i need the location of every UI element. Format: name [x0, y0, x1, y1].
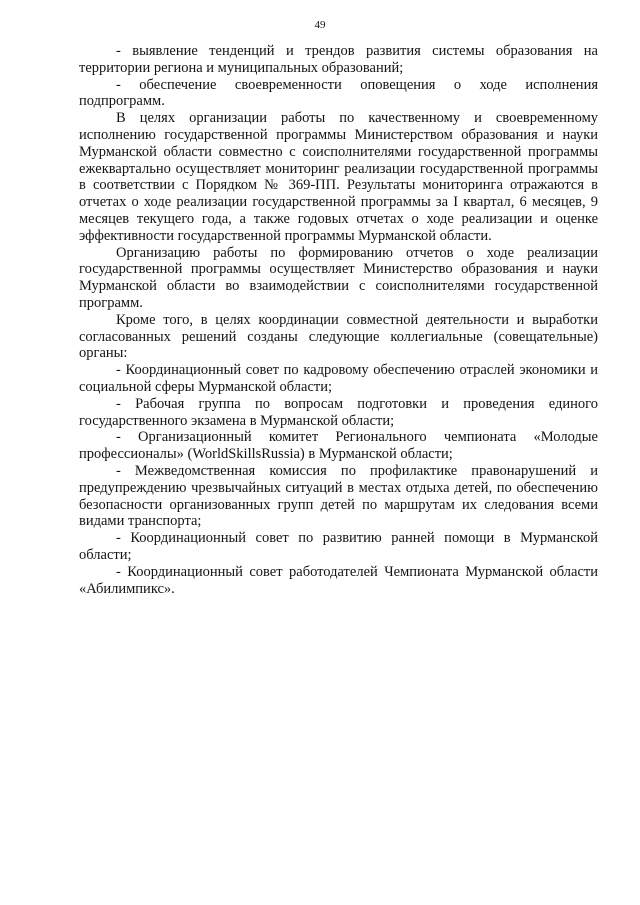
- document-body: [79, 43, 598, 597]
- list-item-abilympics-council: - Координационный совет работодателей Чемпионата Мурманской области «Абилимпикс».: [79, 563, 598, 597]
- list-item-staffing-council: - Координационный совет по кадровому обеспечению отраслей экономики и социальной сферы Мурманской области;: [79, 362, 598, 395]
- page-number: 49: [314, 19, 326, 31]
- list-item-interagency-commission: - Межведомственная комиссия по профилактике правонарушений и предупреждению чрезвычайных ситуаций в местах отдыха детей, по обеспечению безопасности организованных групп детей по маршрутам их следования всеми видами транспорта;: [79, 462, 598, 530]
- list-item-worldskills-committee: - Организационный комитет Регионального чемпионата «Молодые профессионалы» (WorldSkillsRussia) в Мурманской области;: [79, 429, 598, 463]
- paragraph-report-organization: Организацию работы по формированию отчетов о ходе реализации государственной программы осуществляет Министерство образования и науки Мурманской области во взаимодействии с соисполнителями государственной программ.: [79, 244, 598, 311]
- list-item-timely-notification: - обеспечение своевременности оповещения о ходе исполнения подпрограмм.: [79, 76, 598, 110]
- list-item-early-help-council: - Координационный совет по развитию ранней помощи в Мурманской области;: [79, 530, 598, 563]
- list-item-trend-detection: - выявление тенденций и трендов развития системы образования на территории региона и муниципальных образований;: [79, 43, 598, 76]
- paragraph-collegial-bodies-intro: Кроме того, в целях координации совместной деятельности и выработки согласованных решений созданы следующие коллегиальные (совещательные) органы:: [79, 311, 598, 362]
- list-item-exam-working-group: - Рабочая группа по вопросам подготовки и проведения единого государственного экзамена в Мурманской области;: [79, 395, 598, 429]
- paragraph-monitoring: В целях организации работы по качественному и своевременному исполнению государственной программы Министерством образования и науки Мурманской области совместно с соисполнителями государственной программы ежеквартально осуществляет мониторинг реализации государственной программы в соответствии с Порядком № 369-ПП. Результаты мониторинга отражаются в отчетах о ходе реализации государственной программы за I квартал, 6 месяцев, 9 месяцев текущего года, а также годовых отчетах о ходе реализации и оценке эффективности государственной программы Мурманской области.: [79, 110, 598, 244]
